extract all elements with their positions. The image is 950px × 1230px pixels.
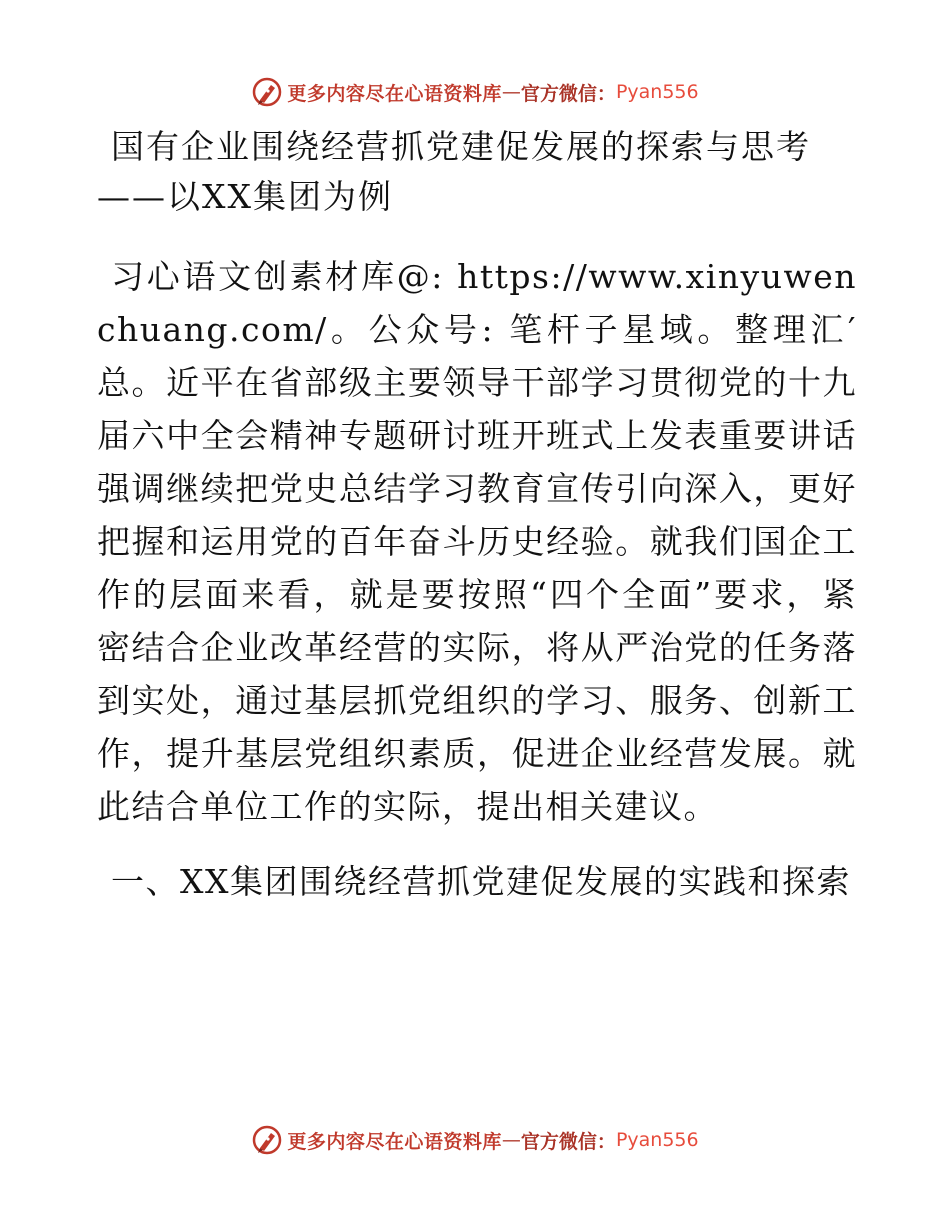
pen-nib-logo-icon [251,76,283,108]
body-paragraph: 习心语文创素材库@: https://www.xinyuwenchuang.com/。公众号: 笔杆子星域。整理汇′总。近平在省部级主要领导干部学习贯彻党的十九届六中全会精神专题研讨班开班式上发表重要讲话强调继续把党史总结学习教育宣传引向深入，更好把握和运用党的百年奋斗历史经验。就我们国企工作的层面来看，就是要按照“四个全面”要求，紧密结合企业改革经营的实际，将从严治党的任务落到实处，通过基层抓党组织的学习、服务、创新工作，提升基层党组织素质，促进企业经营发展。就此结合单位工作的实际，提出相关建议。 [97,257,857,826]
banner-text: 更多内容尽在心语资料库 [287,1130,502,1153]
banner-wechat-label: 官方微信： [520,1130,616,1153]
document-title: 国有企业围绕经营抓党建促发展的探索与思考 [111,127,811,166]
header-banner [0,72,950,112]
document-body [97,122,857,908]
banner-wechat-id: Pyan556 [615,1129,699,1151]
pen-nib-logo-icon [251,1124,283,1156]
banner-wechat-label: 官方微信： [520,82,616,105]
banner-wechat-id: Pyan556 [615,81,699,103]
banner-dash: — [501,81,521,103]
footer-banner [0,1120,950,1160]
banner-dash: — [501,1129,521,1151]
document-subtitle: ——以XX集团为例 [97,177,393,216]
section-heading: 一、XX集团围绕经营抓党建促发展的实践和探索 [111,862,851,901]
banner-text: 更多内容尽在心语资料库 [287,82,502,105]
